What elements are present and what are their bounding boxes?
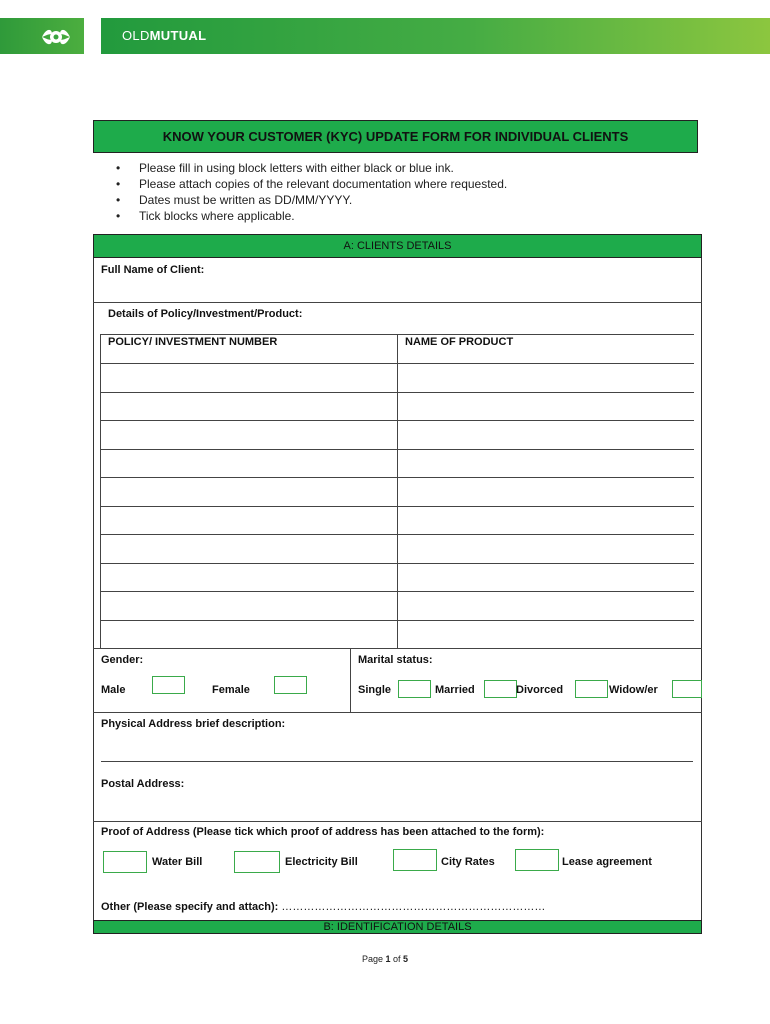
marital-option-single-label: Single [358,684,392,696]
divorced-checkbox[interactable] [575,680,608,698]
marital-option-married-label: Married [435,684,475,696]
marital-option-divorced-label: Divorced [516,684,564,696]
physical-address-label: Physical Address brief description: [101,718,286,730]
section-b-heading: B: IDENTIFICATION DETAILS [93,920,702,934]
instructions-list [116,160,507,224]
form-title: KNOW YOUR CUSTOMER (KYC) UPDATE FORM FOR INDIVIDUAL CLIENTS [93,120,698,153]
section-a-heading: A: CLIENTS DETAILS [93,234,702,258]
page-of: of [390,954,404,964]
table-row-line [100,563,694,564]
male-checkbox[interactable] [152,676,185,694]
policy-table [100,334,694,648]
page-current: 1 [385,954,391,964]
instruction-item: • Please attach copies of the relevant documentation where requested. [116,176,507,192]
other-proof-label [101,901,545,913]
policy-details-label: Details of Policy/Investment/Product: [108,308,303,320]
widow-checkbox[interactable] [672,680,702,698]
divider [101,761,693,762]
table-row-line [100,477,694,478]
proof-option-electricity-bill-label: Electricity Bill [285,856,358,868]
physical-address-field[interactable] [101,734,693,758]
single-checkbox[interactable] [398,680,431,698]
marital-option-widow-label: Widow/er [609,684,658,696]
table-row-line [100,363,694,364]
gender-label: Gender: [101,654,144,666]
table-row-line [100,449,694,450]
married-checkbox[interactable] [484,680,517,698]
proof-option-lease-agreement-label: Lease agreement [562,856,652,868]
brand-name: OLDMUTUAL [122,28,207,43]
full-name-field[interactable] [101,278,693,298]
other-proof-label-text: Other (Please specify and attach): [101,901,279,913]
page-prefix: Page [361,954,386,964]
divider [93,821,702,822]
table-row-line [100,392,694,393]
divider [93,648,702,649]
instruction-item: • Please fill in using block letters with either black or blue ink. [116,160,507,176]
table-row-line [100,506,694,507]
gender-option-female-label: Female [212,684,250,696]
electricity-bill-checkbox[interactable] [234,851,280,873]
table-row-line [100,620,694,621]
gender-option-male-label: Male [101,684,126,696]
table-header-product-name: NAME OF PRODUCT [405,336,514,348]
female-checkbox[interactable] [274,676,307,694]
postal-address-label: Postal Address: [101,778,185,790]
full-name-label: Full Name of Client: [101,264,205,276]
instruction-item: • Dates must be written as DD/MM/YYYY. [116,192,507,208]
instruction-item: • Tick blocks where applicable. [116,208,507,224]
table-border [100,334,101,648]
proof-option-water-bill-label: Water Bill [152,856,203,868]
postal-address-field[interactable] [101,794,693,818]
marital-status-label: Marital status: [358,654,433,666]
proof-option-city-rates-label: City Rates [441,856,495,868]
water-bill-checkbox[interactable] [103,851,147,873]
table-column-divider [397,334,398,648]
divider [93,712,702,713]
old-mutual-logo-icon [38,24,74,50]
table-header-policy-number: POLICY/ INVESTMENT NUMBER [108,336,278,348]
page-total: 5 [403,954,409,964]
page-number [0,954,770,964]
other-proof-field[interactable]: ……………………………………………………………… [281,901,546,913]
lease-agreement-checkbox[interactable] [515,849,559,871]
table-row-line [100,534,694,535]
gender-marital-divider [350,648,351,712]
city-rates-checkbox[interactable] [393,849,437,871]
table-row-line [100,591,694,592]
table-row-line [100,420,694,421]
proof-of-address-label: Proof of Address (Please tick which proof of address has been attached to the form): [101,826,545,838]
divider [93,302,702,303]
